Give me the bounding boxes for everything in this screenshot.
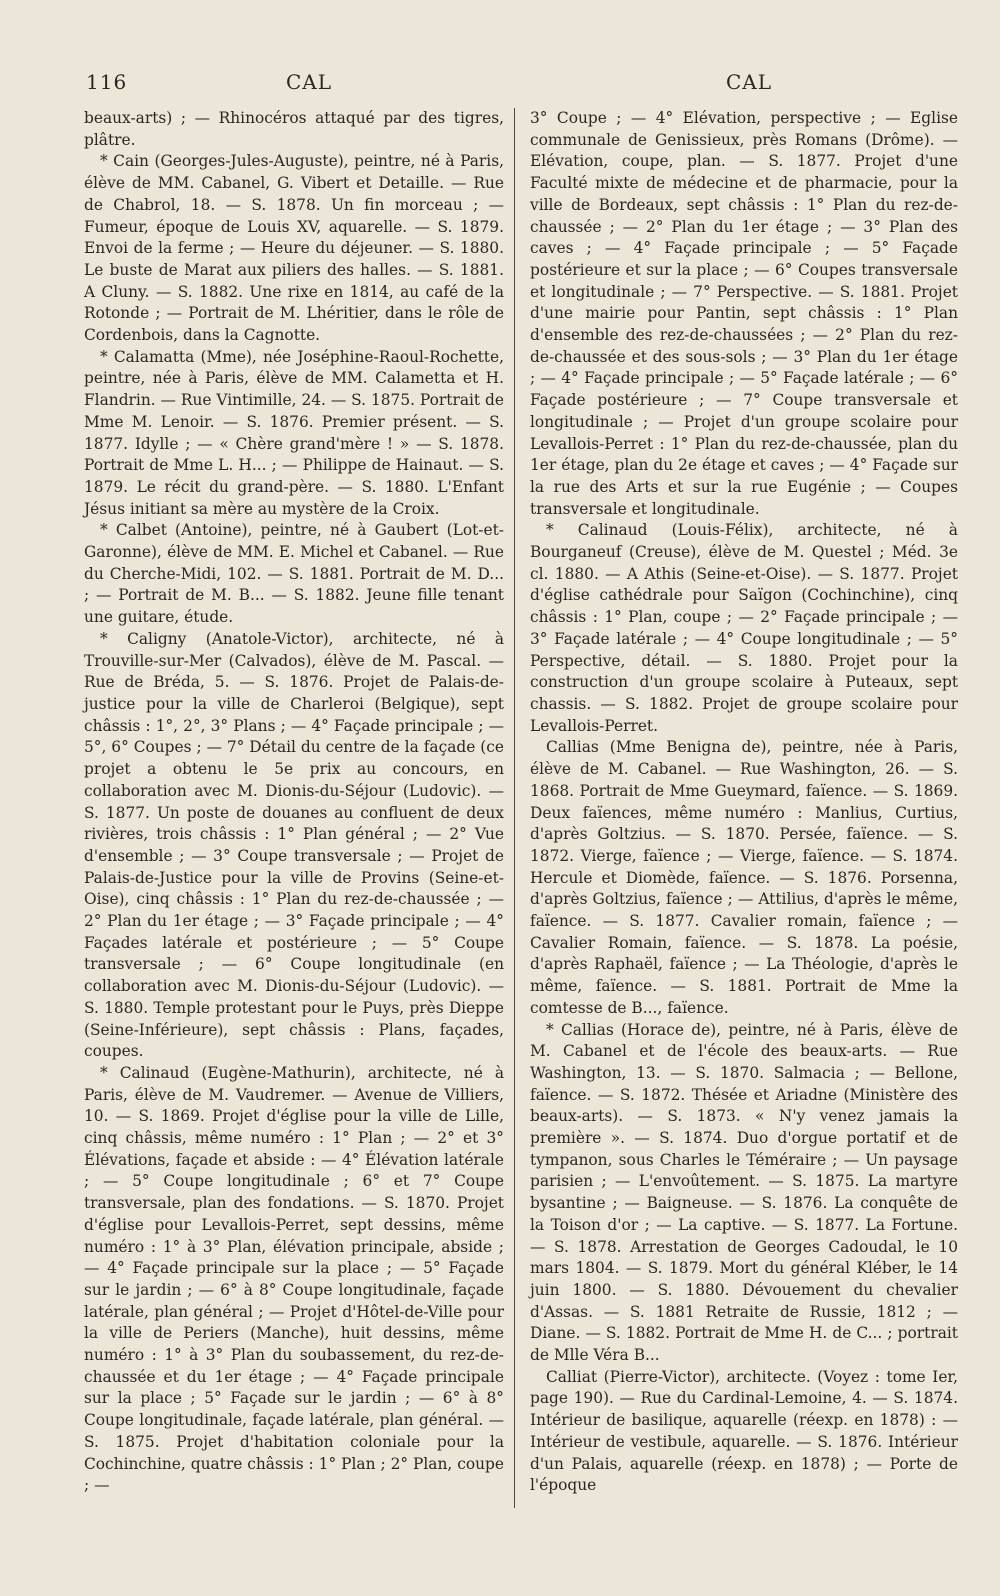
paragraph: Calliat (Pierre-Victor), architecte. (Voyez : tome Ier, page 190). — Rue du Cardinal-Lemoine, 4. — S. 1874. Intérieur de basilique, aquarelle (réexp. en 1878) : — Intérieur de vestibule, aquarelle. — S. 1876. Intérieur d'un Palais, aquarelle (réexp. en 1878) ; — Porte de l'époque xyxy=(530,1367,958,1495)
paragraph: 3° Coupe ; — 4° Elévation, perspective ; — Eglise communale de Genissieux, près Romans (Drôme). — Elévation, coupe, plan. — S. 1877. Projet d'une Faculté mixte de médecine et de pharmacie, pour la ville de Bordeaux, sept châssis : 1° Plan du rez-de-chaussée ; — 2° Plan du 1er étage ; — 3° Plan des caves ; — 4° Façade principale ; — 5° Façade postérieure et sur la place ; — 6° Coupes transversale et longitudinale ; — 7° Perspective. — S. 1881. Projet d'une mairie pour Pantin, sept châssis : 1° Plan d'ensemble des rez-de-chaussées ; — 2° Plan du rez-de-chaussée et des sous-sols ; — 3° Plan du 1er étage ; — 4° Façade principale ; — 5° Façade latérale ; — 6° Façade postérieure ; — 7° Coupe transversale et longitudinale ; — Projet d'un groupe scolaire pour Levallois-Perret : 1° Plan du rez-de-chaussée, plan du 1er étage, plan du 2e étage et caves ; — 4° Façade sur la rue des Arts et sur la rue Eugénie ; — Coupes transversale et longitudinale. xyxy=(530,109,958,518)
right-column xyxy=(530,108,958,1497)
page-number: 116 xyxy=(86,70,128,94)
left-column xyxy=(84,108,504,1497)
paragraph: beaux-arts) ; — Rhinocéros attaqué par des tigres, plâtre. xyxy=(84,109,504,149)
paragraph: Callias (Mme Benigna de), peintre, née à Paris, élève de M. Cabanel. — Rue Washington, 26. — S. 1868. Portrait de Mme Gueymard, faïence. — S. 1869. Deux faïences, même numéro : Manlius, Curtius, d'après Goltzius. — S. 1870. Persée, faïence. — S. 1872. Vierge, faïence ; — Vierge, faïence. — S. 1874. Hercule et Diomède, faïence. — S. 1876. Porsenna, d'après Goltzius, faïence ; — Attilius, d'après le même, faïence. — S. 1877. Cavalier romain, faïence ; — Cavalier Romain, faïence. — S. 1878. La poésie, d'après Raphaël, faïence ; — La Théologie, d'après le même, faïence. — S. 1881. Portrait de Mme la comtesse de B..., faïence. xyxy=(530,738,958,1017)
column-divider xyxy=(514,108,515,1508)
right-running-head: CAL xyxy=(726,70,773,94)
paragraph: * Calinaud (Eugène-Mathurin), architecte, né à Paris, élève de M. Vaudremer. — Avenue de Villiers, 10. — S. 1869. Projet d'église pour la ville de Lille, cinq châssis, même numéro : 1° Plan ; — 2° et 3° Élévations, façade et abside : — 4° Élévation latérale ; — 5° Coupe longitudinale ; 6° et 7° Coupe transversale, plan des fondations. — S. 1870. Projet d'église pour Levallois-Perret, sept dessins, même numéro : 1° à 3° Plan, élévation principale, abside ; — 4° Façade principale sur la place ; — 5° Façade sur le jardin ; — 6° à 8° Coupe longitudinale, façade latérale, plan général ; — Projet d'Hôtel-de-Ville pour la ville de Periers (Manche), huit dessins, même numéro : 1° à 3° Plan du soubassement, du rez-de-chaussée et du 1er étage ; — 4° Façade principale sur la place ; 5° Façade sur le jardin ; — 6° à 8° Coupe longitudinale, façade latérale, plan général. — S. 1875. Projet d'habitation coloniale pour la Cochinchine, quatre châssis : 1° Plan ; 2° Plan, coupe ; — xyxy=(84,1063,504,1495)
running-header xyxy=(86,70,948,100)
paragraph: * Calbet (Antoine), peintre, né à Gaubert (Lot-et-Garonne), élève de MM. E. Michel et Cabanel. — Rue du Cherche-Midi, 102. — S. 1881. Portrait de M. D... ; — Portrait de M. B... — S. 1882. Jeune fille tenant une guitare, étude. xyxy=(84,521,504,627)
paragraph: * Cain (Georges-Jules-Auguste), peintre, né à Paris, élève de MM. Cabanel, G. Vibert et Detaille. — Rue de Chabrol, 18. — S. 1878. Un fin morceau ; — Fumeur, époque de Louis XV, aquarelle. — S. 1879. Envoi de la ferme ; — Heure du déjeuner. — S. 1880. Le buste de Marat aux piliers des halles. — S. 1881. A Cluny. — S. 1882. Une rixe en 1814, au café de la Rotonde ; — Portrait de M. Lhéritier, dans le rôle de Cordenbois, dans la Cagnotte. xyxy=(84,152,504,345)
paragraph: * Calinaud (Louis-Félix), architecte, né à Bourganeuf (Creuse), élève de M. Questel ; Méd. 3e cl. 1880. — A Athis (Seine-et-Oise). — S. 1877. Projet d'église cathédrale pour Saïgon (Cochinchine), cinq châssis : 1° Plan, coupe ; — 2° Façade principale ; — 3° Façade latérale ; — 4° Coupe longitudinale ; — 5° Perspective, détail. — S. 1880. Projet pour la construction d'un groupe scolaire à Puteaux, sept chassis. — S. 1882. Projet de groupe scolaire pour Levallois-Perret. xyxy=(530,521,958,735)
left-running-head: CAL xyxy=(286,70,333,94)
paragraph: * Caligny (Anatole-Victor), architecte, né à Trouville-sur-Mer (Calvados), élève de M. Pascal. — Rue de Bréda, 5. — S. 1876. Projet de Palais-de-justice pour la ville de Charleroi (Belgique), sept châssis : 1°, 2°, 3° Plans ; — 4° Façade principale ; — 5°, 6° Coupes ; — 7° Détail du centre de la façade (ce projet a obtenu le 5e prix au concours, en collaboration avec M. Dionis-du-Séjour (Ludovic). — S. 1877. Un poste de douanes au confluent de deux rivières, trois châssis : 1° Plan général ; — 2° Vue d'ensemble ; — 3° Coupe transversale ; — Projet de Palais-de-Justice pour la ville de Provins (Seine-et-Oise), cinq châssis : 1° Plan du rez-de-chaussée ; — 2° Plan du 1er étage ; — 3° Façade principale ; — 4° Façades latérale et postérieure ; — 5° Coupe transversale ; — 6° Coupe longitudinale (en collaboration avec M. Dionis-du-Séjour (Ludovic). — S. 1880. Temple protestant pour le Puys, près Dieppe (Seine-Inférieure), sept châssis : Plans, façades, coupes. xyxy=(84,629,504,1061)
paragraph: * Callias (Horace de), peintre, né à Paris, élève de M. Cabanel et de l'école des beaux-arts. — Rue Washington, 13. — S. 1870. Salmacia ; — Bellone, faïence. — S. 1872. Thésée et Ariadne (Ministère des beaux-arts). — S. 1873. « N'y venez jamais la première ». — S. 1874. Duo d'orgue portatif et de tympanon, sous Charles le Téméraire ; — Un paysage parisien ; — L'envoûtement. — S. 1875. La martyre bysantine ; — Baigneuse. — S. 1876. La conquête de la Toison d'or ; — La captive. — S. 1877. La Fortune. — S. 1878. Arrestation de Georges Cadoudal, le 10 mars 1804. — S. 1879. Mort du général Kléber, le 14 juin 1800. — S. 1880. Dévouement du chevalier d'Assas. — S. 1881 Retraite de Russie, 1812 ; — Diane. — S. 1882. Portrait de Mme H. de C... ; portrait de Mlle Véra B... xyxy=(530,1020,958,1365)
paragraph: * Calamatta (Mme), née Joséphine-Raoul-Rochette, peintre, née à Paris, élève de MM. Calametta et H. Flandrin. — Rue Vintimille, 24. — S. 1875. Portrait de Mme M. Lenoir. — S. 1876. Premier présent. — S. 1877. Idylle ; — « Chère grand'mère ! » — S. 1878. Portrait de Mme L. H... ; — Philippe de Hainaut. — S. 1879. Le récit du grand-père. — S. 1880. L'Enfant Jésus initiant sa mère au mystère de la Croix. xyxy=(84,347,504,518)
